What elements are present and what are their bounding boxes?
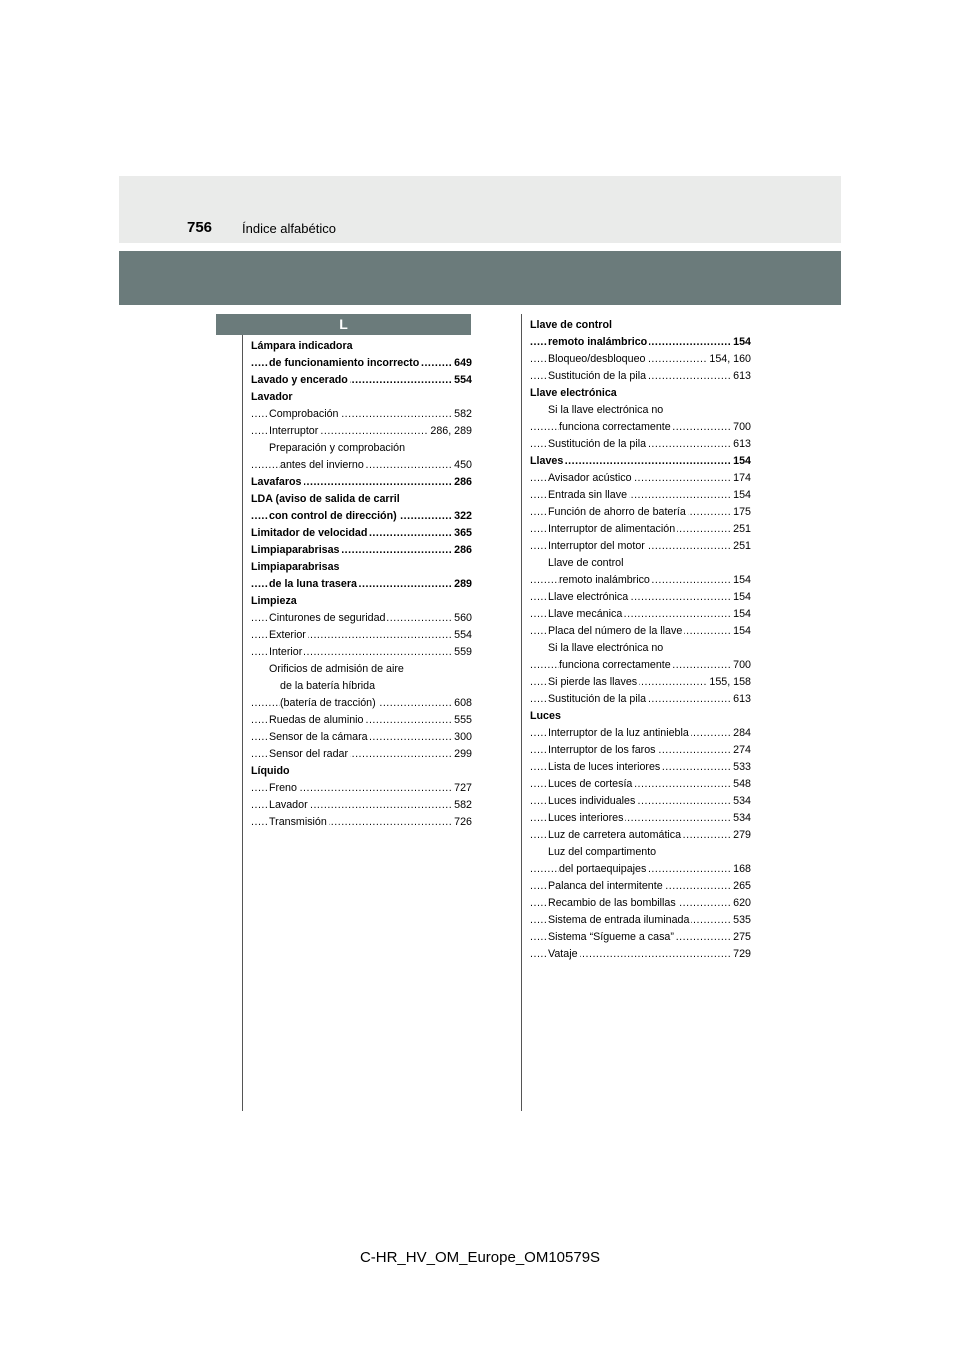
index-entry-term: Comprobación <box>269 408 339 420</box>
index-entry-page: 322 <box>452 508 472 525</box>
index-entry-page: 265 <box>731 878 751 895</box>
index-entry <box>530 861 751 878</box>
index-entry-term: Llave electrónica <box>548 591 629 603</box>
index-entry <box>251 797 472 814</box>
index-entry-term: de funcionamiento incorrecto <box>269 357 420 369</box>
index-entry <box>530 674 751 691</box>
index-entry-term: Lista de luces interiores <box>548 761 661 773</box>
index-entry-term: Sistema de entrada iluminada <box>548 914 690 926</box>
index-entry-page: 154 <box>731 623 751 640</box>
index-entry-term: Luces individuales <box>548 795 636 807</box>
index-entry-term: Vataje <box>548 948 578 960</box>
index-entry <box>530 555 751 572</box>
index-entry-term: Limpiaparabrisas <box>251 544 340 556</box>
index-entry-page: 286 <box>452 474 472 491</box>
index-entry-term: Interruptor de la luz antiniebla <box>548 727 689 739</box>
index-entry-term: Si la llave electrónica no <box>548 642 664 654</box>
index-entry-term: Limpiaparabrisas <box>251 561 340 573</box>
index-entry-term: Palanca del intermitente <box>548 880 663 892</box>
index-entry <box>530 878 751 895</box>
index-entry <box>251 525 472 542</box>
index-entry <box>530 793 751 810</box>
index-entry <box>530 844 751 861</box>
index-entry-term: Si pierde las llaves <box>548 676 638 688</box>
index-entry-term: remoto inalámbrico <box>548 336 648 348</box>
index-entry-term: de la batería híbrida <box>280 680 376 692</box>
index-entry-page: 154 <box>731 453 751 470</box>
index-entry <box>530 640 751 657</box>
index-entry-term: Luces de cortesía <box>548 778 633 790</box>
index-entry-term: Luz de carretera automática <box>548 829 682 841</box>
index-entry <box>530 895 751 912</box>
index-entry <box>530 368 751 385</box>
index-entry-term: funciona correctamente <box>559 659 671 671</box>
index-entry-page: 154 <box>731 334 751 351</box>
index-entry <box>530 776 751 793</box>
index-entry-term: Exterior <box>269 629 306 641</box>
index-entry <box>530 708 751 725</box>
index-entry <box>251 491 472 508</box>
index-entry <box>530 538 751 555</box>
index-entry-page: 727 <box>452 780 472 797</box>
index-entry-term: remoto inalámbrico <box>559 574 650 586</box>
index-entry <box>251 372 472 389</box>
index-entry <box>530 504 751 521</box>
index-entry <box>251 746 472 763</box>
index-entry-page: 154, 160 <box>707 351 751 368</box>
index-entry-page: 154 <box>731 606 751 623</box>
index-entry-page: 534 <box>731 810 751 827</box>
index-entry <box>251 406 472 423</box>
index-entry <box>530 453 751 470</box>
index-entry-page: 726 <box>452 814 472 831</box>
index-entry-page: 535 <box>731 912 751 929</box>
index-entry <box>251 576 472 593</box>
index-entry-term: Llave electrónica <box>530 387 617 399</box>
page-number: 756 <box>187 219 213 236</box>
left-index-column <box>251 338 472 831</box>
index-entry <box>530 419 751 436</box>
index-entry <box>530 334 751 351</box>
index-entry-page: 154 <box>731 487 751 504</box>
index-entry-term: Lavador <box>251 391 293 403</box>
index-entry-page: 608 <box>452 695 472 712</box>
index-entry-term: Freno <box>269 782 297 794</box>
index-entry-term: Lavador <box>269 799 308 811</box>
index-entry-term: Interior <box>269 646 303 658</box>
index-entry <box>530 487 751 504</box>
index-entry <box>530 385 751 402</box>
index-entry <box>251 814 472 831</box>
index-entry <box>530 946 751 963</box>
index-entry-page: 299 <box>452 746 472 763</box>
index-entry <box>251 644 472 661</box>
index-entry-term: de la luna trasera <box>269 578 357 590</box>
index-entry-page: 700 <box>731 419 751 436</box>
index-entry-term: Sensor del radar <box>269 748 349 760</box>
index-entry <box>251 712 472 729</box>
index-entry <box>251 678 472 695</box>
index-entry <box>251 661 472 678</box>
index-entry-term: Sustitución de la pila <box>548 693 647 705</box>
header-band <box>119 176 841 243</box>
index-entry-term: del portaequipajes <box>559 863 647 875</box>
index-entry-term: Orificios de admisión de aire <box>269 663 404 675</box>
index-entry-term: Sistema “Sígueme a casa” <box>548 931 674 943</box>
index-entry <box>530 402 751 419</box>
index-entry-term: Sustitución de la pila <box>548 370 647 382</box>
index-entry-term: Sustitución de la pila <box>548 438 647 450</box>
index-entry-term: Recambio de las bombillas <box>548 897 676 909</box>
index-entry-term: Luces <box>530 710 561 722</box>
index-entry-term: Llaves <box>530 455 564 467</box>
index-entry <box>530 572 751 589</box>
index-entry-term: Limpieza <box>251 595 297 607</box>
index-entry-page: 613 <box>731 368 751 385</box>
index-entry-term: Interruptor del motor <box>548 540 645 552</box>
index-entry <box>530 317 751 334</box>
index-entry-page: 450 <box>452 457 472 474</box>
index-entry <box>530 691 751 708</box>
index-entry-page: 284 <box>731 725 751 742</box>
index-entry <box>530 810 751 827</box>
index-entry-page: 174 <box>731 470 751 487</box>
index-entry <box>251 440 472 457</box>
index-entry-page: 729 <box>731 946 751 963</box>
index-entry <box>251 542 472 559</box>
index-entry-term: Luces interiores <box>548 812 624 824</box>
index-entry-page: 613 <box>731 691 751 708</box>
index-entry <box>530 521 751 538</box>
index-entry <box>251 763 472 780</box>
index-entry-page: 154 <box>731 572 751 589</box>
index-entry-term: antes del invierno <box>280 459 364 471</box>
index-entry-page: 365 <box>452 525 472 542</box>
index-entry-page: 275 <box>731 929 751 946</box>
index-entry-term: funciona correctamente <box>559 421 671 433</box>
index-entry-term: Cinturones de seguridad <box>269 612 386 624</box>
section-letter: L <box>216 314 471 335</box>
index-entry-page: 582 <box>452 797 472 814</box>
index-entry-term: Limitador de velocidad <box>251 527 368 539</box>
index-entry-term: Interruptor de los faros <box>548 744 656 756</box>
index-entry-page: 534 <box>731 793 751 810</box>
index-entry-page: 700 <box>731 657 751 674</box>
index-entry <box>530 725 751 742</box>
index-entry-page: 155, 158 <box>707 674 751 691</box>
index-entry-page: 548 <box>731 776 751 793</box>
index-entry-term: Lavafaros <box>251 476 302 488</box>
index-entry-term: con control de dirección) <box>269 510 397 522</box>
index-entry-term: Llave mecánica <box>548 608 623 620</box>
index-entry-term: Interruptor <box>269 425 319 437</box>
index-entry-page: 274 <box>731 742 751 759</box>
index-entry-term: Lavado y encerado <box>251 374 348 386</box>
index-entry-page: 620 <box>731 895 751 912</box>
index-entry <box>251 729 472 746</box>
index-entry-page: 168 <box>731 861 751 878</box>
left-column-rule <box>242 335 243 1111</box>
index-entry <box>251 389 472 406</box>
index-entry <box>530 742 751 759</box>
index-entry-page: 300 <box>452 729 472 746</box>
document-footer: C-HR_HV_OM_Europe_OM10579S <box>359 1249 601 1266</box>
index-entry-term: Interruptor de alimentación <box>548 523 676 535</box>
index-entry-page: 175 <box>731 504 751 521</box>
index-entry-term: Avisador acústico <box>548 472 632 484</box>
index-entry-term: Líquido <box>251 765 290 777</box>
index-entry-page: 251 <box>731 521 751 538</box>
index-entry <box>530 589 751 606</box>
index-entry-term: Transmisión <box>269 816 327 828</box>
index-entry-term: Lámpara indicadora <box>251 340 353 352</box>
index-entry-term: Sensor de la cámara <box>269 731 368 743</box>
index-entry <box>530 606 751 623</box>
index-entry <box>530 470 751 487</box>
index-entry-page: 289 <box>452 576 472 593</box>
index-entry-page: 251 <box>731 538 751 555</box>
index-entry <box>251 457 472 474</box>
section-band <box>119 251 841 305</box>
right-index-column <box>530 317 751 963</box>
index-entry <box>530 351 751 368</box>
index-entry-page: 649 <box>452 355 472 372</box>
index-entry <box>251 627 472 644</box>
index-entry <box>530 759 751 776</box>
index-entry-page: 582 <box>452 406 472 423</box>
index-entry-term: Si la llave electrónica no <box>548 404 664 416</box>
index-entry-page: 554 <box>452 627 472 644</box>
index-entry <box>530 912 751 929</box>
index-entry <box>251 338 472 355</box>
index-entry <box>530 436 751 453</box>
index-entry-term: Entrada sin llave <box>548 489 628 501</box>
index-entry-term: (batería de tracción) <box>280 697 376 709</box>
index-entry <box>251 593 472 610</box>
index-entry-page: 613 <box>731 436 751 453</box>
index-entry <box>251 474 472 491</box>
index-entry <box>251 355 472 372</box>
index-entry-term: LDA (aviso de salida de carril <box>251 493 400 505</box>
index-entry <box>530 929 751 946</box>
index-entry-term: Llave de control <box>530 319 612 331</box>
index-entry-page: 279 <box>731 827 751 844</box>
index-entry-page: 286 <box>452 542 472 559</box>
index-entry-page: 559 <box>452 644 472 661</box>
index-entry-page: 554 <box>452 372 472 389</box>
page-title: Índice alfabético <box>242 221 336 236</box>
index-entry-term: Preparación y comprobación <box>269 442 406 454</box>
right-column-rule <box>521 314 522 1111</box>
index-entry-page: 560 <box>452 610 472 627</box>
index-entry-term: Placa del número de la llave <box>548 625 683 637</box>
index-entry <box>530 623 751 640</box>
index-entry-term: Ruedas de aluminio <box>269 714 364 726</box>
index-entry-page: 154 <box>731 589 751 606</box>
index-entry-term: Función de ahorro de batería <box>548 506 686 518</box>
index-entry <box>530 827 751 844</box>
index-entry-term: Llave de control <box>548 557 624 569</box>
index-entry <box>251 780 472 797</box>
index-entry-term: Bloqueo/desbloqueo <box>548 353 646 365</box>
index-entry <box>251 559 472 576</box>
index-entry-page: 555 <box>452 712 472 729</box>
index-entry <box>251 610 472 627</box>
index-entry <box>251 695 472 712</box>
index-entry <box>251 508 472 525</box>
index-entry-page: 286, 289 <box>428 423 472 440</box>
index-entry <box>530 657 751 674</box>
index-entry-page: 533 <box>731 759 751 776</box>
index-entry <box>251 423 472 440</box>
index-entry-term: Luz del compartimento <box>548 846 657 858</box>
